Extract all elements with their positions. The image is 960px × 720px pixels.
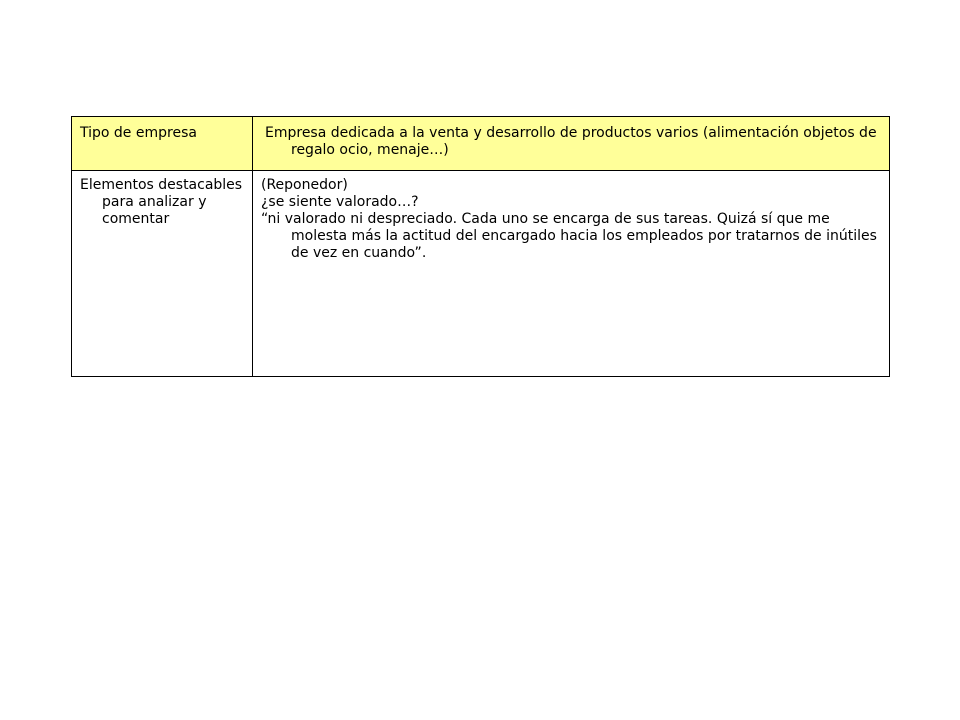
elements-value-cell: [253, 171, 890, 377]
document-table: [71, 116, 890, 377]
elements-label: Elementos destacables para analizar y comentar: [80, 177, 243, 227]
elements-label-cell: [72, 171, 253, 377]
header-row: [72, 117, 890, 171]
answer-quote: “ni valorado ni despreciado. Cada uno se encarga de sus tareas. Quizá sí que me molesta más la actitud del encargado hacia los empleados por tratarnos de inútiles de vez en cuando”.: [261, 211, 877, 261]
body-row: [72, 171, 890, 377]
company-type-label: Tipo de empresa: [80, 125, 197, 141]
role-line: (Reponedor): [261, 177, 348, 193]
company-type-value: Empresa dedicada a la venta y desarrollo de productos varios (alimentación objetos de regalo ocio, menaje…): [265, 125, 877, 158]
company-type-label-cell: [72, 117, 253, 171]
company-type-value-cell: [253, 117, 890, 171]
question-line: ¿se siente valorado…?: [261, 194, 419, 210]
